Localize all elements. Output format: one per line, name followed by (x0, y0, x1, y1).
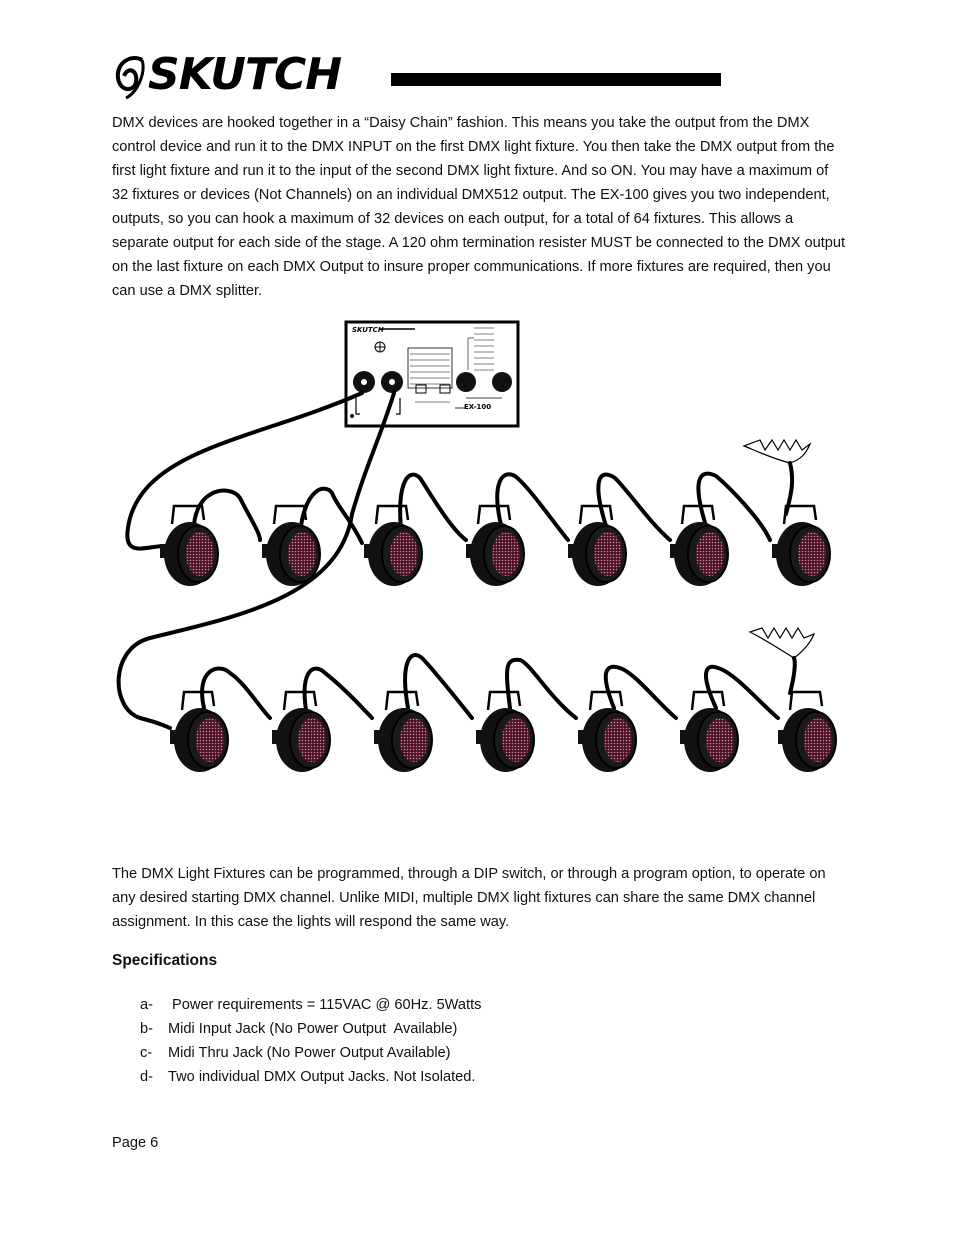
programming-paragraph: The DMX Light Fixtures can be programmed, through a DIP switch, or through a program option, to operate on any desired starting DMX channel. Unlike MIDI, multiple DMX light fixtures can share the same DMX channel assignment. In this case the lights will respond the same way. (112, 866, 826, 930)
dmx-daisy-chain-diagram (110, 318, 840, 778)
midi-in-jack-icon (456, 372, 476, 392)
specifications-heading: Specifications (112, 952, 218, 969)
device-model: EX-100 (464, 403, 492, 411)
skutch-logo (112, 49, 342, 102)
list-item-marker: d- (140, 1069, 153, 1085)
fixture-row-1 (160, 506, 830, 586)
brand-name: SKUTCH (148, 49, 342, 100)
list-item-marker: c- (140, 1045, 153, 1061)
list-item-text: Power requirements = 115VAC @ 60Hz. 5Watts (168, 997, 482, 1013)
list-item-marker: b- (140, 1021, 153, 1037)
list-item-text: Two individual DMX Output Jacks. Not Isolated. (168, 1069, 476, 1085)
header-rule (391, 73, 721, 86)
page-number: Page 6 (112, 1135, 159, 1151)
list-item-marker: a- (140, 997, 153, 1013)
list-item (140, 1017, 481, 1041)
list-item-text: Midi Thru Jack (No Power Output Available) (168, 1045, 451, 1061)
list-item-text: Midi Input Jack (No Power Output Available) (168, 1021, 458, 1037)
termination-resistor-bottom (750, 628, 814, 658)
skutch-swoosh-icon (112, 52, 152, 102)
specifications-list (140, 993, 481, 1089)
midi-thru-jack-icon (492, 372, 512, 392)
termination-resistor-top (744, 440, 810, 463)
list-item (140, 993, 481, 1017)
intro-paragraph: DMX devices are hooked together in a “Daisy Chain” fashion. This means you take the output from the DMX control device and run it to the DMX INPUT on the first DMX light fixture. You then take the DMX output from the first light fixture and run it to the input of the second DMX light fixture. And so ON. You may have a maximum of 32 fixtures or devices (Not Channels) on an individual DMX512 output. The EX-100 gives you two independent, outputs, so you can hook a maximum of 32 devices on each output, for a total of 64 fixtures. This allows a separate output for each side of the stage. A 120 ohm termination resister MUST be connected to the DMX output on the last fixture on each DMX Output to insure proper communications. If more fixtures are required, then you can use a DMX splitter. (112, 115, 846, 299)
fixture-row-2 (170, 692, 836, 772)
ex-100-device (346, 322, 518, 426)
device-brand: SKUTCH (352, 326, 384, 334)
list-item (140, 1041, 481, 1065)
list-item (140, 1065, 481, 1089)
